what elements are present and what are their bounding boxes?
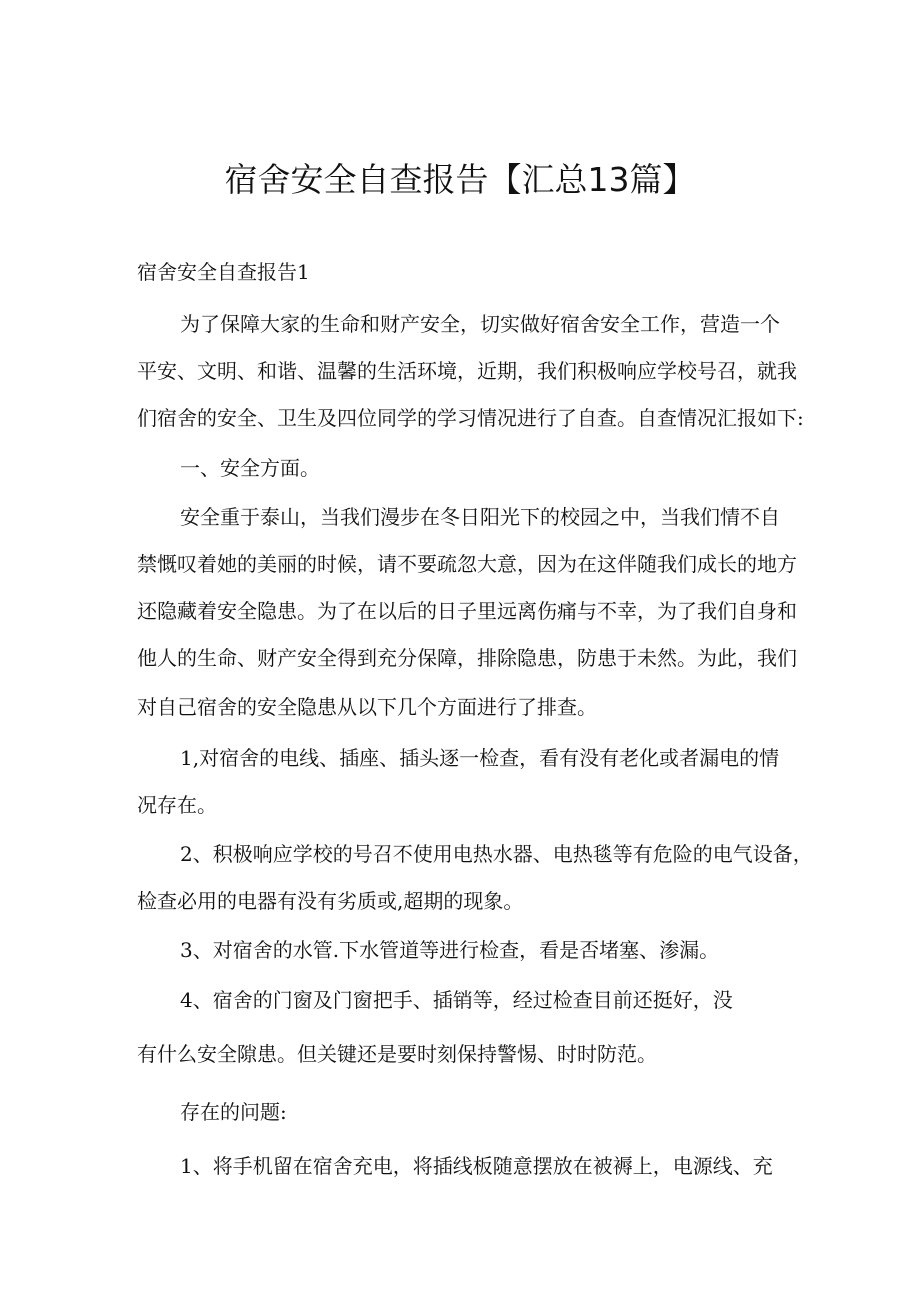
paragraph-line: 禁慨叹着她的美丽的时候，请不要疏忽大意，因为在这伴随我们成长的地方 — [137, 552, 797, 576]
paragraph-line: 4、宿舍的门窗及门窗把手、插销等，经过检查目前还挺好，没 — [180, 988, 733, 1012]
paragraph-line: 1,对宿舍的电线、插座、插头逐一检查，看有没有老化或者漏电的情 — [180, 746, 780, 770]
paragraph-line: 为了保障大家的生命和财产安全，切实做好宿舍安全工作，营造一个 — [180, 312, 780, 336]
paragraph-line: 存在的问题: — [180, 1100, 287, 1124]
paragraph-line: 检查必用的电器有没有劣质或,超期的现象。 — [137, 889, 524, 913]
paragraph-line: 3、对宿舍的水管.下水管道等进行检查，看是否堵塞、渗漏。 — [180, 938, 720, 962]
paragraph-line: 安全重于泰山，当我们漫步在冬日阳光下的校园之中，当我们情不自 — [180, 505, 780, 529]
paragraph-line: 2、积极响应学校的号召不使用电热水器、电热毯等有危险的电气设备， — [180, 842, 813, 866]
paragraph-line: 还隐藏着安全隐患。为了在以后的日子里远离伤痛与不幸，为了我们自身和 — [137, 599, 797, 623]
paragraph-line: 他人的生命、财产安全得到充分保障，排除隐患，防患于未然。为此，我们 — [137, 646, 797, 670]
document-title: 宿舍安全自查报告【汇总13篇】 — [224, 160, 696, 199]
paragraph-line: 有什么安全隙患。但关键还是要时刻保持警惕、时时防范。 — [137, 1042, 657, 1066]
paragraph-line: 况存在。 — [137, 793, 217, 817]
section-heading: 宿舍安全自查报告1 — [137, 260, 310, 284]
paragraph-line: 们宿舍的安全、卫生及四位同学的学习情况进行了自查。自查情况汇报如下: — [137, 406, 804, 430]
paragraph-line: 1、将手机留在宿舍充电，将插线板随意摆放在被褥上，电源线、充 — [180, 1154, 773, 1178]
paragraph-line: 平安、文明、和谐、温馨的生活环境，近期，我们积极响应学校号召，就我 — [137, 359, 797, 383]
paragraph-line: 对自己宿舍的安全隐患从以下几个方面进行了排查。 — [137, 695, 597, 719]
paragraph-line: 一、安全方面。 — [180, 456, 320, 480]
